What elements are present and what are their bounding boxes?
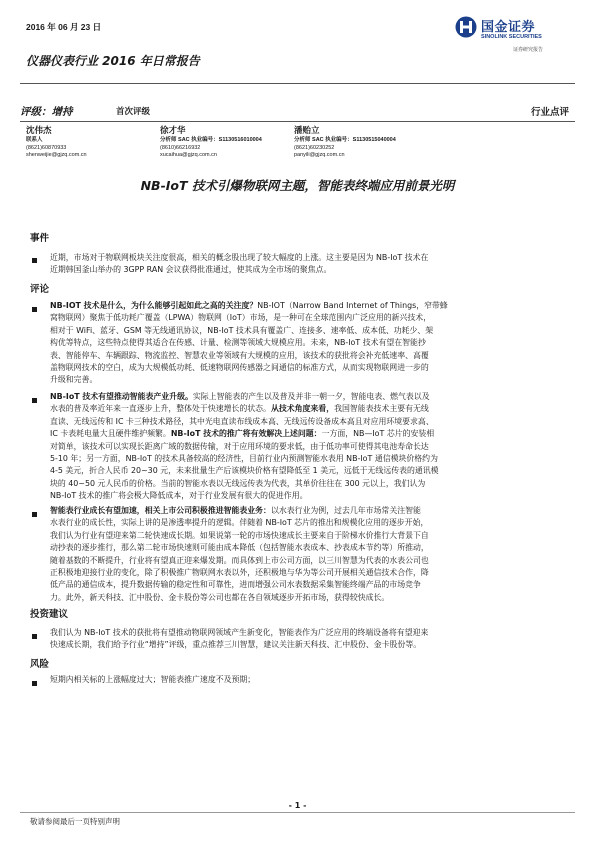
analyst-email: panyili@gjzq.com.cn [294, 152, 345, 159]
section-heading-comment: 评论 [30, 284, 50, 295]
bullet-marker [32, 258, 37, 263]
invest-paragraph [50, 627, 575, 652]
comment-paragraph-3 [50, 505, 575, 604]
text-line: 水表行业的成长性，实际上讲的是渗透率提升的逻辑。伴随着 NB-IoT 芯片的推出和规模化应用的逐步开始， [50, 518, 429, 528]
bullet-marker [32, 398, 37, 403]
analyst-name: 沈伟杰 [26, 126, 52, 136]
logo-english-name: SINOLINK SECURITIES [481, 34, 542, 40]
rating-divider [20, 121, 575, 122]
text-line: 升级和完善。 [50, 375, 98, 385]
sinolink-logo [455, 14, 575, 56]
comment-paragraph-1 [50, 300, 575, 387]
analyst-card [160, 126, 262, 160]
text-line: NB-IoT 技术的推广将会极大降低成本，对于行业发展有很大的促进作用。 [50, 491, 308, 501]
text-line: 构优等特点，这些特点使得其适合在传感、计量、检测等领域大规模应用。未来，NB-IoT 技术有望在智能抄 [50, 338, 426, 348]
footer-divider [20, 812, 575, 813]
main-title: NB-IoT 技术引爆物联网主题，智能表终端应用前景光明 [140, 178, 455, 193]
text-line: 近期韩国釜山举办的 3GPP RAN 会议获得批准通过，使其成为全市场的聚焦点。 [50, 265, 332, 275]
analyst-role: 联系人 [26, 137, 43, 143]
report-type-label: 行业点评 [530, 107, 569, 118]
text-line: 智能表行业成长有望加速，相关上市公司积极推进智能表业务：以水表行业为例，过去几年市场常关注智能 [50, 506, 421, 515]
logo-chinese-name: 国金证券 [481, 20, 536, 35]
section-heading-event: 事件 [30, 233, 50, 244]
footer-disclaimer-note: 敬请参阅最后一页特别声明 [30, 817, 120, 826]
text-line: 相对于 WiFi、蓝牙、GSM 等无线通讯协议，NB-IoT 技术具有覆盖广、连接多、速率低、成本低、功耗少、架 [50, 325, 434, 335]
text-line: NB-IOT 技术是什么，为什么能够引起如此之高的关注度？NB-IOT（Narrow Band Internet of Things，窄带蜂 [50, 301, 448, 310]
section-heading-invest: 投资建议 [30, 609, 69, 620]
event-paragraph [50, 252, 575, 277]
analyst-card [26, 126, 87, 160]
text-line: 水表的普及率近年来一直逐步上升，整体处于快速增长的状态。从技术角度来看，我国智能表技术主要有无线 [50, 404, 429, 414]
text-line: 块的 40~50 元人民币的价格。当前的智能水表以无线远传表为代表，其单价往往在 300 元以上，我们认为 [50, 478, 426, 488]
sinolink-logo-icon [455, 16, 477, 38]
analyst-email: shenweijie@gjzq.com.cn [26, 152, 87, 159]
bullet-marker [32, 512, 37, 517]
bullet-marker [32, 681, 37, 686]
text-line: 盖物联网技术的空白，成为大规模低功耗、低速物联网传感器之间通信的标准方式，从而实现物联网进一步的 [50, 363, 429, 373]
text-line: 力。此外，新天科技、汇中股份、金卡股份等公司也都在各自领域逐步开拓市场，获得较快成长。 [50, 592, 390, 602]
text-line: 低产品的通信成本，提升数据传输的稳定性和可靠性，进而增强公司水表数据采集智能终端产品的市场竞争 [50, 580, 421, 590]
text-line: 直读、无线远传和 IC 卡三种技术路径，其中光电直读布线成本高、无线远传设备成本高且对应用环境要求高、 [50, 416, 434, 426]
text-line: 对简单，该技术可以实现长距离广域的数据传输，对于应用环境的要求低，由于低功率可使得其电池寿命长达 [50, 441, 429, 451]
analyst-name: 徐才华 [160, 126, 186, 136]
text-line: 近期，市场对于物联网板块关注度很高，相关的概念股出现了较大幅度的上涨。这主要是因为 NB-IoT 技术在 [50, 253, 429, 262]
text-line: 4-5 美元，折合人民币 20~30 元，未来批量生产后该模块价格有望降低至 1 美元，远低于无线远传表的通讯模 [50, 466, 439, 476]
analyst-role: 分析师 SAC 执业编号：S1130515040004 [294, 137, 396, 143]
rating-label: 评级：增持 [20, 106, 73, 118]
comment-paragraph-2 [50, 391, 575, 503]
analyst-role: 分析师 SAC 执业编号：S1130516010004 [160, 137, 262, 143]
analyst-phone: (8610)66216932 [160, 144, 201, 151]
risk-paragraph [50, 674, 575, 686]
bullet-marker [32, 634, 37, 639]
logo-subtitle: 证券研究报告 [513, 47, 544, 53]
analyst-name: 潘贻立 [294, 126, 320, 136]
text-line: NB-IoT 技术有望推动智能表产业升级。实际上智能表的产生以及普及并非一朝一夕，智能电表、燃气表以及 [50, 392, 430, 401]
rating-first-label: 首次评级 [116, 107, 151, 117]
text-line: 5-10 年；另一方面，NB-IoT 的技术具备较高的经济性，目前行业内预测智能水表用 NB-IoT 通信模块价格约为 [50, 454, 438, 464]
text-line: 快速成长期，我们给予行业“增持”评级，重点推荐三川智慧，建议关注新天科技、汇中股份、金卡股份等。 [50, 640, 422, 650]
header-divider [20, 83, 575, 84]
text-line: 我们认为 NB-IoT 技术的获批将有望推动物联网领域产生新变化，智能表作为广泛应用的终端设备将有望迎来 [50, 628, 429, 637]
text-line: 短期内相关标的上涨幅度过大；智能表推广速度不及预期； [50, 675, 256, 684]
analyst-phone: (8621)60230252 [294, 144, 335, 151]
report-series-title: 仪器仪表行业 2016 年日常报告 [26, 54, 200, 68]
text-line: 正积极地迎接行业的变化，除了积极推广物联网水表以外，还积极地与华为等公司开展相关通信技术合作，降 [50, 568, 429, 578]
analyst-email: xucaihua@gjzq.com.cn [160, 152, 217, 159]
bullet-marker [32, 307, 37, 312]
analyst-card [294, 126, 396, 160]
analyst-phone: (8621)60870933 [26, 144, 67, 151]
text-line: 我们认为行业有望迎来第二轮快速成长期。如果说第一轮的市场快速成长主要来自于阶梯水价推行大背景下自 [50, 530, 429, 540]
rating-bar [20, 101, 575, 121]
text-line: 动抄表的逐步推行，那么第二轮市场快速则可能由成本降低（包括智能水表成本、抄表成本节约等）所推动， [50, 543, 429, 553]
page-number: - 1 - [288, 801, 307, 810]
text-line: 随着基数的不断提升，行业将有望真正迎来爆发期。而具体到上市公司方面，以三川智慧为代表的水表公司也 [50, 555, 429, 565]
text-line: 窝物联网）聚焦于低功耗广覆盖（LPWA）物联网（IoT）市场，是一种可在全球范围内广泛应用的新兴技术， [50, 313, 432, 323]
text-line: IC 卡表耗电量大且硬件维护频繁。NB-IoT 技术的推广将有效解决上述问题：一方面，NB—IoT 芯片的安装相 [50, 429, 435, 439]
section-heading-risk: 风险 [30, 659, 50, 670]
report-date: 2016 年 06 月 23 日 [26, 22, 102, 32]
text-line: 表、智能停车、车辆跟踪、物流监控、智慧农业等领域有大规模的应用，该技术的获批将会补充低速率、高覆 [50, 350, 429, 360]
